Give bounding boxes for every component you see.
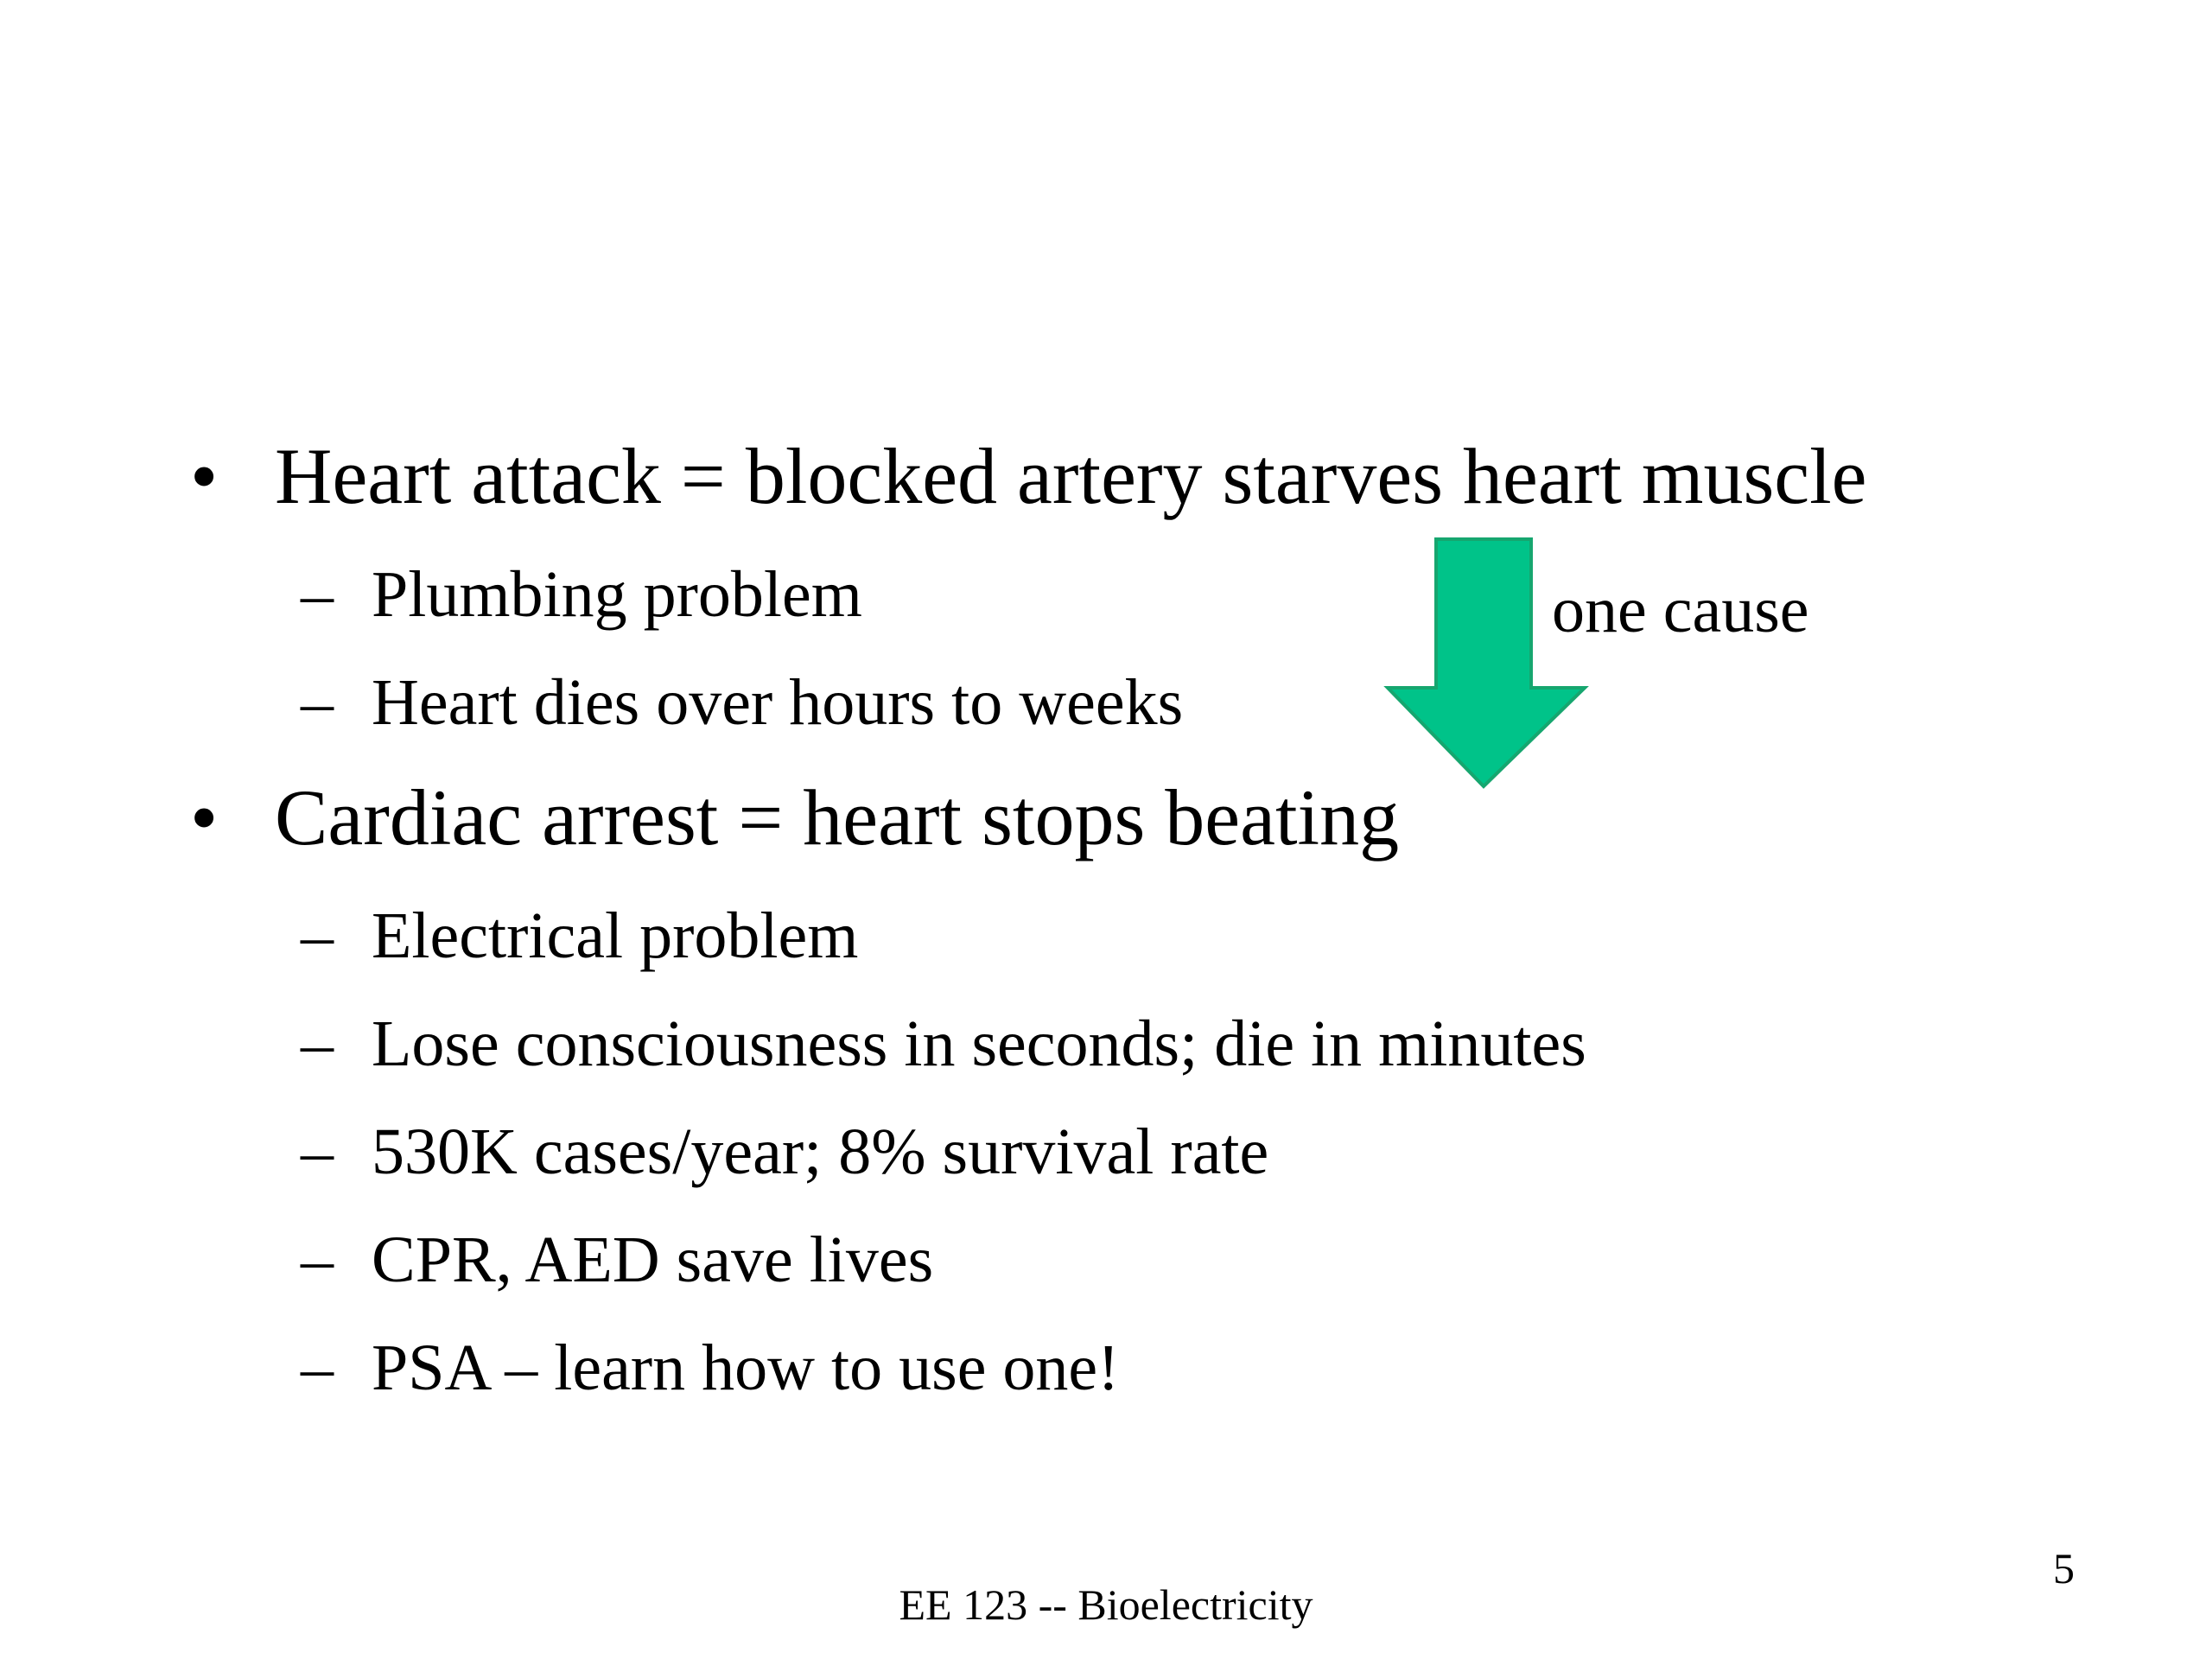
annotation-one-cause: one cause: [1552, 574, 1809, 646]
bullet-heart-attack: [190, 432, 1867, 520]
sub-bullet-electrical: [301, 899, 859, 972]
sub-bullet-text: PSA – learn how to use one!: [372, 1332, 1120, 1404]
dash-marker: –: [301, 558, 334, 631]
slide-footer: EE 123 -- Bioelectricity: [899, 1580, 1313, 1629]
sub-bullet-text: Heart dies over hours to weeks: [372, 666, 1184, 739]
dash-marker: –: [301, 666, 334, 739]
dash-marker: –: [301, 1224, 334, 1296]
sub-bullet-text: Lose consciousness in seconds; die in minutes: [372, 1007, 1586, 1080]
sub-bullet-text: 530K cases/year; 8% survival rate: [372, 1116, 1269, 1188]
bullet-text: Cardiac arrest = heart stops beating: [275, 773, 1400, 861]
bullet-cardiac-arrest: [190, 773, 1400, 861]
sub-bullet-plumbing: [301, 558, 862, 631]
dash-marker: –: [301, 1007, 334, 1080]
sub-bullet-psa: [301, 1332, 1120, 1404]
dash-marker: –: [301, 899, 334, 972]
page-number: 5: [2053, 1544, 2075, 1592]
sub-bullet-consciousness: [301, 1007, 1586, 1080]
sub-bullet-cpr-aed: [301, 1224, 934, 1296]
bullet-text: Heart attack = blocked artery starves heart muscle: [275, 432, 1867, 520]
sub-bullet-cases: [301, 1116, 1269, 1188]
sub-bullet-text: CPR, AED save lives: [372, 1224, 934, 1296]
dash-marker: –: [301, 1332, 334, 1404]
bullet-marker: •: [190, 432, 219, 520]
dash-marker: –: [301, 1116, 334, 1188]
sub-bullet-heart-dies: [301, 666, 1184, 739]
sub-bullet-text: Electrical problem: [372, 899, 859, 972]
bullet-marker: •: [190, 773, 219, 861]
sub-bullet-text: Plumbing problem: [372, 558, 862, 631]
